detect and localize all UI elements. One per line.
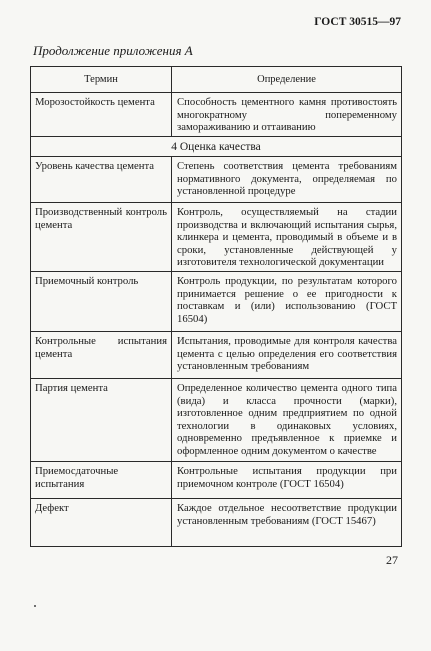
table-row: [31, 271, 402, 331]
definition-cell: Контроль продукции, по результатам которого принимается решение о ее пригодности к поставкам и (или) использованию (ГОСТ 16504): [172, 271, 402, 331]
table-row: [31, 331, 402, 378]
term-cell: Партия цемента: [31, 378, 172, 461]
table-row: [31, 461, 402, 498]
term-cell: Приемосдаточные испытания: [31, 461, 172, 498]
term-cell: Уровень качества цемента: [31, 157, 172, 203]
definition-cell: Степень соответствия цемента требованиям нормативного документа, определяемая по установленной процедуре: [172, 157, 402, 203]
column-header-definition: Определение: [172, 67, 402, 93]
table-row: [31, 498, 402, 546]
table-header-row: [31, 67, 402, 93]
section-row: [31, 137, 402, 157]
definition-cell: Контроль, осуществляемый на стадии производства и включающий испытания сырья, клинкера и цемента, проводимый в объеме и в сроки, установленные действующей у изготовителя технологической документации: [172, 203, 402, 272]
table-row: [31, 157, 402, 203]
scan-speck: [34, 605, 36, 607]
term-cell: Морозостойкость цемента: [31, 93, 172, 137]
document-code: ГОСТ 30515—97: [314, 16, 401, 28]
term-cell: Приемочный контроль: [31, 271, 172, 331]
page-number: 27: [386, 553, 398, 567]
table-row: [31, 203, 402, 272]
definition-cell: Определенное количество цемента одного типа (вида) и класса прочности (марки), изготовленное одним предприятием по одной технологии в одинаковых условиях, одновременно предъявленное к приемке и оформленное одним документом о качестве: [172, 378, 402, 461]
definition-cell: Каждое отдельное несоответствие продукции установленным требованиям (ГОСТ 15467): [172, 498, 402, 546]
definition-cell: Испытания, проводимые для контроля качества цемента с целью определения его соответствия установленным требованиям: [172, 331, 402, 378]
table-row: [31, 378, 402, 461]
column-header-term: Термин: [31, 67, 172, 93]
appendix-continuation-title: Продолжение приложения А: [33, 43, 193, 58]
definition-cell: Контрольные испытания продукции при приемочном контроле (ГОСТ 16504): [172, 461, 402, 498]
table-row: [31, 93, 402, 137]
definition-cell: Способность цементного камня противостоять многократному попеременному замораживанию и оттаиванию: [172, 93, 402, 137]
terms-table: [30, 66, 402, 547]
term-cell: Дефект: [31, 498, 172, 546]
term-cell: Контрольные испытания цемента: [31, 331, 172, 378]
section-title: 4 Оценка качества: [31, 137, 402, 157]
term-cell: Производственный контроль цемента: [31, 203, 172, 272]
